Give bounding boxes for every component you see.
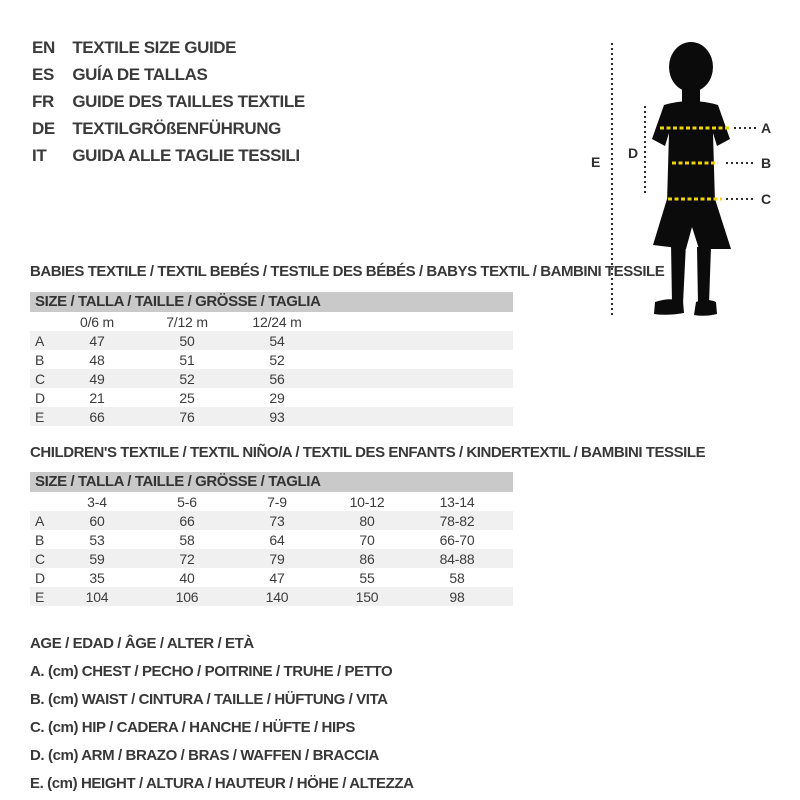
column-header: 12/24 m — [252, 313, 302, 330]
babies-column-header-row — [30, 312, 513, 331]
measure-label-a: A — [761, 120, 772, 136]
row-label: C — [35, 550, 45, 567]
table-row — [30, 388, 513, 407]
cell: 49 — [89, 370, 105, 387]
table-row — [30, 587, 513, 606]
lang-code: IT — [32, 146, 47, 165]
children-size-header-bar: SIZE / TALLA / TAILLE / GRÖSSE / TAGLIA — [30, 472, 513, 492]
cell: 78-82 — [439, 512, 475, 529]
table-row — [30, 350, 513, 369]
cell: 64 — [269, 531, 285, 548]
cell: 29 — [269, 389, 285, 406]
cell: 76 — [179, 408, 195, 425]
row-label: E — [35, 588, 45, 605]
cell: 51 — [179, 351, 195, 368]
silhouette-neck — [682, 81, 700, 103]
column-header: 13-14 — [439, 493, 475, 510]
babies-section-heading: BABIES TEXTILE / TEXTIL BEBÉS / TESTILE DES BÉBÉS / BABYS TEXTIL / BAMBINI TESSILE — [30, 263, 665, 280]
row-label: A — [35, 332, 45, 349]
guide-title: GUIDE DES TAILLES TEXTILE — [72, 92, 305, 111]
measure-label-e: E — [591, 154, 601, 170]
cell: 52 — [269, 351, 285, 368]
cell: 35 — [89, 569, 105, 586]
lang-code: EN — [32, 38, 55, 57]
legend-arm-line: D. (cm) ARM / BRAZO / BRAS / WAFFEN / BRACCIA — [30, 747, 379, 764]
column-header: 5-6 — [177, 493, 197, 510]
cell: 54 — [269, 332, 285, 349]
language-title-list — [32, 34, 305, 169]
column-header: 3-4 — [87, 493, 107, 510]
children-section-heading: CHILDREN'S TEXTILE / TEXTIL NIÑO/A / TEXTIL DES ENFANTS / KINDERTEXTIL / BAMBINI TESSILE — [30, 444, 706, 461]
legend-age-line: AGE / EDAD / ÂGE / ALTER / ETÀ — [30, 635, 254, 652]
corner-cell — [30, 312, 52, 331]
row-label: C — [35, 370, 45, 387]
cell: 93 — [269, 408, 285, 425]
cell: 98 — [449, 588, 465, 605]
silhouette-right-shoe — [694, 300, 717, 316]
corner-cell — [30, 492, 52, 511]
cell: 48 — [89, 351, 105, 368]
cell: 70 — [359, 531, 375, 548]
table-row — [30, 331, 513, 350]
cell: 59 — [89, 550, 105, 567]
row-label: B — [35, 531, 45, 548]
silhouette-left-leg — [671, 243, 686, 304]
row-label: D — [35, 569, 45, 586]
lang-row-fr — [32, 88, 305, 115]
row-label: E — [35, 408, 45, 425]
cell: 73 — [269, 512, 285, 529]
lang-code: ES — [32, 65, 54, 84]
lang-row-es — [32, 61, 305, 88]
guide-title: TEXTILE SIZE GUIDE — [72, 38, 237, 57]
table-row — [30, 407, 513, 426]
cell: 40 — [179, 569, 195, 586]
cell: 58 — [449, 569, 465, 586]
cell: 50 — [179, 332, 195, 349]
cell: 52 — [179, 370, 195, 387]
child-measurement-figure — [560, 15, 800, 330]
cell: 104 — [85, 588, 109, 605]
cell: 56 — [269, 370, 285, 387]
cell: 55 — [359, 569, 375, 586]
lang-row-it — [32, 142, 305, 169]
cell: 84-88 — [439, 550, 475, 567]
cell: 86 — [359, 550, 375, 567]
column-header: 7/12 m — [166, 313, 208, 330]
cell: 66 — [89, 408, 105, 425]
column-header: 7-9 — [267, 493, 287, 510]
table-row — [30, 549, 513, 568]
children-column-header-row — [30, 492, 513, 511]
silhouette-left-shoe — [654, 299, 684, 315]
cell: 58 — [179, 531, 195, 548]
row-label: B — [35, 351, 45, 368]
guide-title: GUIDA ALLE TAGLIE TESSILI — [72, 146, 300, 165]
silhouette-shorts — [653, 199, 731, 249]
cell: 53 — [89, 531, 105, 548]
lang-row-en — [32, 34, 305, 61]
measure-label-d: D — [628, 145, 639, 161]
cell: 47 — [89, 332, 105, 349]
cell: 106 — [175, 588, 199, 605]
cell: 79 — [269, 550, 285, 567]
lang-code: FR — [32, 92, 54, 111]
children-size-table — [30, 492, 513, 606]
table-row — [30, 530, 513, 549]
table-row — [30, 568, 513, 587]
measure-label-b: B — [761, 155, 772, 171]
column-header: 10-12 — [349, 493, 385, 510]
legend-height-line: E. (cm) HEIGHT / ALTURA / HAUTEUR / HÖHE / ALTEZZA — [30, 775, 414, 792]
silhouette-right-leg — [697, 247, 711, 304]
babies-size-header-bar: SIZE / TALLA / TAILLE / GRÖSSE / TAGLIA — [30, 292, 513, 312]
measure-label-c: C — [761, 191, 772, 207]
legend-chest-line: A. (cm) CHEST / PECHO / POITRINE / TRUHE / PETTO — [30, 663, 393, 680]
cell: 47 — [269, 569, 285, 586]
cell: 25 — [179, 389, 195, 406]
measurement-legend — [30, 630, 414, 798]
lang-row-de — [32, 115, 305, 142]
guide-title: GUÍA DE TALLAS — [72, 65, 208, 84]
row-label: A — [35, 512, 45, 529]
cell: 140 — [265, 588, 289, 605]
cell: 150 — [355, 588, 379, 605]
column-header: 0/6 m — [79, 313, 114, 330]
table-row — [30, 511, 513, 530]
cell: 60 — [89, 512, 105, 529]
row-label: D — [35, 389, 45, 406]
lang-code: DE — [32, 119, 55, 138]
legend-waist-line: B. (cm) WAIST / CINTURA / TAILLE / HÜFTUNG / VITA — [30, 691, 388, 708]
legend-hip-line: C. (cm) HIP / CADERA / HANCHE / HÜFTE / HIPS — [30, 719, 355, 736]
cell: 72 — [179, 550, 195, 567]
table-row — [30, 369, 513, 388]
cell: 21 — [89, 389, 105, 406]
cell: 80 — [359, 512, 375, 529]
cell: 66 — [179, 512, 195, 529]
guide-title: TEXTILGRÖßENFÜHRUNG — [72, 119, 281, 138]
silhouette-shirt — [652, 101, 730, 203]
cell: 66-70 — [439, 531, 475, 548]
babies-size-table — [30, 312, 513, 426]
